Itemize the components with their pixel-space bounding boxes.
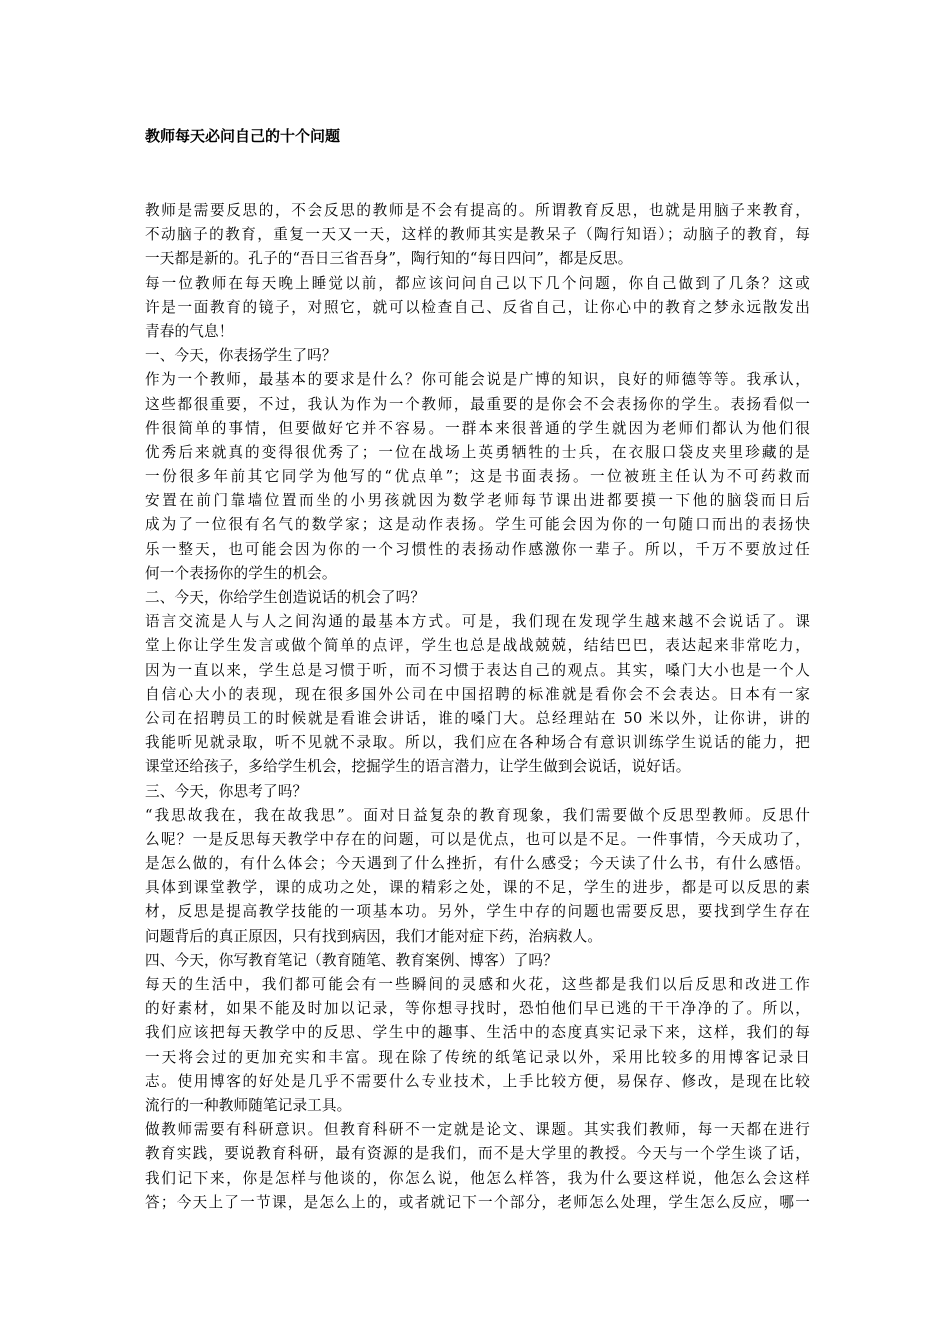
text-line: 做教师需要有科研意识。但教育科研不一定就是论文、课题。其实我们教师，每一天都在进行 <box>145 1121 810 1139</box>
text-line: 流行的一种教师随笔记录工具。 <box>145 1096 352 1114</box>
text-line: 件很简单的事情，但要做好它并不容易。一群本来很普通的学生就因为老师们都认为他们很 <box>145 419 810 437</box>
text-line: 自信心大小的表现，现在很多国外公司在中国招聘的标准就是看你会不会表达。日本有一家 <box>145 685 810 703</box>
text-line: 许是一面教育的镜子，对照它，就可以检查自己、反省自己，让你心中的教育之梦永远散发出 <box>145 298 810 316</box>
text-line: “我思故我在，我在故我思”。面对日益复杂的教育现象，我们需要做个反思型教师。反思什 <box>145 806 810 824</box>
text-line: 么呢？一是反思每天教学中存在的问题，可以是优点，也可以是不足。一件事情，今天成功了， <box>145 830 810 848</box>
text-line: 具体到课堂教学，课的成功之处，课的精彩之处，课的不足，学生的进步，都是可以反思的素 <box>145 879 810 897</box>
text-line: 成为了一位很有名气的数学家；这是动作表扬。学生可能会因为你的一句随口而出的表扬快 <box>145 516 810 534</box>
text-line: 优秀后来就真的变得很优秀了；一位在战场上英勇牺牲的士兵，在衣服口袋皮夹里珍藏的是 <box>145 443 810 461</box>
text-line: 问题背后的真正原因，只有找到病因，我们才能对症下药，治病救人。 <box>145 927 603 945</box>
text-line: 语言交流是人与人之间沟通的最基本方式。可是，我们现在发现学生越来越不会说话了。课 <box>145 613 810 631</box>
text-line: 每天的生活中，我们都可能会有一些瞬间的灵感和火花，这些都是我们以后反思和改进工作 <box>145 976 810 993</box>
text-line: 我能听见就录取，听不见就不录取。所以，我们应在各种场合有意识训练学生说话的能力，把 <box>145 734 810 752</box>
text-line: 安置在前门靠墙位置而坐的小男孩就因为数学老师每节课出进都要摸一下他的脑袋而日后 <box>145 492 810 510</box>
text-line: 一天将会过的更加充实和丰富。现在除了传统的纸笔记录以外，采用比较多的用博客记录日 <box>145 1048 810 1066</box>
text-line: 四、今天，你写教育笔记（教育随笔、教育案例、博客）了吗？ <box>145 951 558 969</box>
text-line: 材，反思是提高教学技能的一项基本功。另外，学生中存的问题也需要反思，要找到学生存在 <box>145 903 810 921</box>
text-line: 志。使用博客的好处是几乎不需要什么专业技术，上手比较方便，易保存、修改，是现在比较 <box>145 1072 810 1090</box>
text-line: 教育实践，要说教育科研，最有资源的是我们，而不是大学里的教授。今天与一个学生谈了话， <box>145 1145 810 1163</box>
document-title: 教师每天必问自己的十个问题 <box>145 127 341 145</box>
text-line: 公司在招聘员工的时候就是看谁会讲话，谁的嗓门大。总经理站在 50 米以外，让你讲，讲的 <box>145 709 810 727</box>
text-line: 青春的气息！ <box>145 322 234 340</box>
text-line: 三、今天，你思考了吗？ <box>145 782 308 800</box>
text-line: 的好素材，如果不能及时加以记录，等你想寻找时，恐怕他们早已逃的干干净净的了。所以， <box>145 1000 810 1018</box>
document-body <box>145 199 810 1215</box>
text-line: 作为一个教师，最基本的要求是什么？你可能会说是广博的知识，良好的师德等等。我承认， <box>145 371 810 389</box>
text-line: 因为一直以来，学生总是习惯于听，而不习惯于表达自己的观点。其实，嗓门大小也是一个人 <box>145 661 810 679</box>
text-line: 一、今天，你表扬学生了吗？ <box>145 347 337 365</box>
text-line: 不动脑子的教育，重复一天又一天，这样的教师其实是教呆子（陶行知语）；动脑子的教育，每 <box>145 226 810 244</box>
text-line: 这些都很重要，不过，我认为作为一个教师，最重要的是你会不会表扬你的学生。表扬看似一 <box>145 395 810 413</box>
text-line: 乐一整天，也可能会因为你的一个习惯性的表扬动作感激你一辈子。所以，千万不要放过任 <box>145 540 810 558</box>
text-line: 答；今天上了一节课，是怎么上的，或者就记下一个部分，老师怎么处理，学生怎么反应，哪一 <box>145 1193 810 1211</box>
text-line: 何一个表扬你的学生的机会。 <box>145 564 337 582</box>
text-line: 一份很多年前其它同学为他写的“优点单”；这是书面表扬。一位被班主任认为不可药救而 <box>145 468 810 486</box>
text-line: 教师是需要反思的，不会反思的教师是不会有提高的。所谓教育反思，也就是用脑子来教育， <box>145 202 810 219</box>
text-line: 二、今天，你给学生创造说话的机会了吗？ <box>145 589 426 606</box>
text-line: 每一位教师在每天晚上睡觉以前，都应该问问自己以下几个问题，你自己做到了几条？这或 <box>145 274 810 292</box>
text-line: 堂上你让学生发言或做个简单的点评，学生也总是战战兢兢，结结巴巴，表达起来非常吃力， <box>145 637 810 655</box>
text-line: 课堂还给孩子，多给学生机会，挖掘学生的语言潜力，让学生做到会说话，说好话。 <box>145 758 691 776</box>
text-line: 一天都是新的。孔子的“吾日三省吾身”，陶行知的“每日四问”，都是反思。 <box>145 250 633 268</box>
text-line: 我们记下来，你是怎样与他谈的，你怎么说，他怎么样答，我为什么要这样说，他怎么会这样 <box>145 1169 810 1187</box>
text-line: 我们应该把每天教学中的反思、学生中的趣事、生活中的态度真实记录下来，这样，我们的每 <box>145 1024 810 1042</box>
text-line: 是怎么做的，有什么体会；今天遇到了什么挫折，有什么感受；今天读了什么书，有什么感悟。 <box>145 855 810 873</box>
